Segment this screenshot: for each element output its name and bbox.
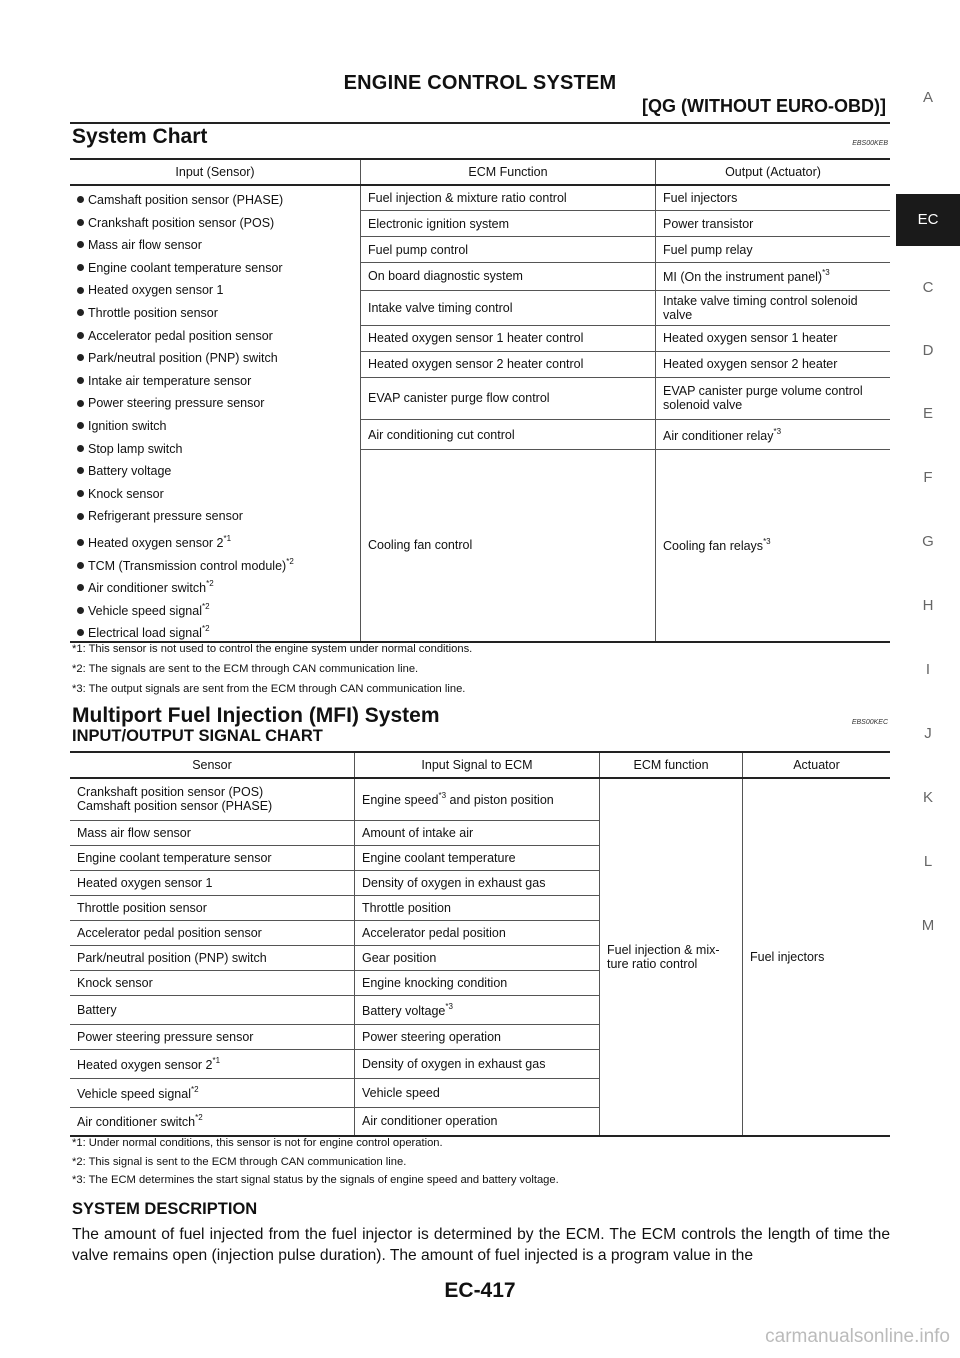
input-signal-label: Density of oxygen in exhaust gas	[362, 1056, 546, 1071]
footnote-ref: *2	[195, 1113, 203, 1123]
input-sensor-item	[77, 596, 353, 619]
output-actuator-label: Air conditioner relay	[663, 428, 774, 443]
output-actuator-cell	[656, 326, 891, 352]
side-tab-l[interactable]: L	[923, 853, 933, 870]
sensor-label: Heated oxygen sensor 2	[77, 1057, 213, 1072]
input-sensor-label: Mass air flow sensor	[88, 238, 202, 253]
ecm-function-cell: On board diagnostic system	[361, 262, 656, 290]
bullet-icon	[77, 490, 84, 497]
bullet-icon	[77, 539, 84, 546]
input-sensor-item	[77, 370, 353, 393]
input-signal-label: Engine speed	[362, 793, 439, 808]
system-chart-footnote: *1: This sensor is not used to control the engine system under normal conditions.	[72, 643, 473, 655]
input-sensor-item	[77, 551, 353, 574]
input-signal-label-tail: and piston position	[446, 793, 554, 808]
footnote-ref: *3	[822, 268, 830, 278]
sensor-cell	[70, 895, 355, 920]
mfi-title: Multiport Fuel Injection (MFI) System	[72, 704, 440, 727]
input-sensor-item	[77, 483, 353, 506]
input-sensor-item	[77, 257, 353, 280]
input-sensor-item	[77, 302, 353, 325]
side-tab-c[interactable]: C	[922, 279, 934, 296]
output-actuator-label: Cooling fan relays	[663, 539, 764, 554]
side-tab-h[interactable]: H	[922, 597, 934, 614]
page-header-title: ENGINE CONTROL SYSTEM	[343, 72, 617, 94]
sensor-cell	[70, 1107, 355, 1136]
output-actuator-label: Heated oxygen sensor 2 heater	[663, 357, 838, 372]
bullet-icon	[77, 241, 84, 248]
sensor-cell	[70, 1078, 355, 1107]
input-sensor-item	[77, 415, 353, 438]
io-chart-footnote: *1: Under normal conditions, this sensor is not for engine control operation.	[72, 1137, 443, 1149]
input-sensor-label: Knock sensor	[88, 486, 164, 501]
side-tab-ec[interactable]: EC	[896, 194, 960, 246]
footnote-ref: *2	[201, 601, 210, 611]
input-sensor-label: Throttle position sensor	[88, 305, 218, 320]
io-signal-row	[70, 778, 890, 820]
header-rule	[70, 122, 890, 124]
footnote-ref: *1	[223, 533, 232, 543]
bullet-icon	[77, 513, 84, 520]
output-actuator-label: Fuel injectors	[663, 191, 738, 206]
side-tab-a[interactable]: A	[922, 89, 933, 106]
bullet-icon	[77, 354, 84, 361]
input-signal-label: Density of oxygen in exhaust gas	[362, 875, 546, 890]
output-actuator-cell	[656, 185, 891, 211]
input-signal-label: Gear position	[362, 950, 437, 965]
input-sensor-item	[77, 618, 353, 641]
footnote-ref: *2	[201, 624, 210, 634]
output-actuator-label: MI (On the instrument panel)	[663, 270, 823, 285]
bullet-icon	[77, 584, 84, 591]
output-actuator-label: EVAP canister purge volume control solenoid valve	[663, 384, 863, 413]
input-sensor-item	[77, 189, 353, 212]
output-actuator-cell	[656, 450, 891, 642]
ecm-function-cell: Fuel pump control	[361, 237, 656, 263]
input-sensor-label: Intake air temperature sensor	[88, 373, 252, 388]
io-chart-footnote: *2: This signal is sent to the ECM through CAN communication line.	[72, 1155, 407, 1168]
col-header-sensor: Sensor	[70, 752, 355, 778]
system-description-title: SYSTEM DESCRIPTION	[72, 1200, 258, 1218]
input-signal-cell	[355, 778, 600, 820]
col-header-input: Input (Sensor)	[70, 159, 361, 185]
bullet-icon	[77, 400, 84, 407]
system-chart-row	[70, 185, 890, 211]
ecm-function-cell: Cooling fan control	[361, 450, 656, 642]
output-actuator-label: Intake valve timing control solenoid valve	[663, 293, 858, 322]
ecm-function-cell: EVAP canister purge flow control	[361, 377, 656, 419]
input-sensor-label: Park/neutral position (PNP) switch	[88, 351, 278, 366]
system-description-paragraph: The amount of fuel injected from the fuel injector is determined by the ECM. The ECM controls the length of time the valve remains open (injection pulse duration). The amount of fuel injected is a program value in the	[72, 1226, 890, 1264]
input-signal-label: Amount of intake air	[362, 825, 474, 840]
input-signal-cell	[355, 870, 600, 895]
sensor-cell	[70, 1024, 355, 1049]
page-header-subtitle: [QG (WITHOUT EURO-OBD)]	[642, 96, 886, 116]
side-tab-e[interactable]: E	[922, 405, 933, 422]
system-chart-code: EBS00KEB	[852, 140, 888, 147]
sensor-cell	[70, 845, 355, 870]
sensor-label: Power steering pressure sensor	[77, 1029, 254, 1044]
ecm-function-cell: Heated oxygen sensor 2 heater control	[361, 351, 656, 377]
sensor-label: Engine coolant temperature sensor	[77, 850, 272, 865]
watermark: carmanualsonline.info	[765, 1326, 950, 1347]
bullet-icon	[77, 607, 84, 614]
sensor-cell	[70, 920, 355, 945]
output-actuator-label: Fuel pump relay	[663, 242, 753, 257]
input-signal-cell	[355, 1049, 600, 1078]
side-tab-g[interactable]: G	[922, 533, 934, 550]
input-signal-label: Engine knocking condition	[362, 975, 508, 990]
footnote-ref: *2	[286, 556, 294, 566]
io-chart-footnote: *3: The ECM determines the start signal status by the signals of engine speed and battery voltage.	[72, 1174, 559, 1186]
input-sensor-label: Ignition switch	[88, 418, 167, 433]
bullet-icon	[77, 377, 84, 384]
input-sensor-item	[77, 392, 353, 415]
mfi-code: EBS00KEC	[851, 719, 888, 726]
input-sensor-label: Power steering pressure sensor	[88, 396, 265, 411]
sensor-cell	[70, 945, 355, 970]
input-signal-label: Air conditioner operation	[362, 1114, 498, 1129]
bullet-icon	[77, 332, 84, 339]
input-sensor-label: Accelerator pedal position sensor	[88, 328, 273, 343]
ecm-function-cell: Fuel injection & mixture ratio control	[361, 185, 656, 211]
bullet-icon	[77, 445, 84, 452]
col-header-ecm-function: ECM function	[600, 752, 743, 778]
input-sensor-item	[77, 438, 353, 461]
ecm-function-cell	[600, 778, 743, 1136]
sensor-label: Accelerator pedal position sensor	[77, 925, 262, 940]
output-actuator-label: Heated oxygen sensor 1 heater	[663, 331, 838, 346]
io-chart-subtitle: INPUT/OUTPUT SIGNAL CHART	[72, 727, 323, 745]
input-sensor-label: Air conditioner switch	[88, 581, 207, 596]
input-sensor-item	[77, 460, 353, 483]
ecm-function-cell: Intake valve timing control	[361, 290, 656, 325]
footnote-ref: *3	[445, 1001, 453, 1011]
col-header-output: Output (Actuator)	[656, 159, 891, 185]
input-sensor-item	[77, 528, 353, 551]
bullet-icon	[77, 467, 84, 474]
input-sensor-label: Electrical load signal	[88, 626, 202, 641]
side-tab-k[interactable]: K	[922, 789, 933, 806]
bullet-icon	[77, 422, 84, 429]
sensor-label: Throttle position sensor	[77, 900, 207, 915]
col-header-ecm-function: ECM Function	[361, 159, 656, 185]
footnote-ref: *3	[763, 537, 771, 547]
input-sensor-item	[77, 573, 353, 596]
bullet-icon	[77, 629, 84, 636]
input-sensor-label: Heated oxygen sensor 1	[88, 283, 224, 298]
input-signal-cell	[355, 995, 600, 1024]
input-sensor-label: Refrigerant pressure sensor	[88, 509, 243, 524]
col-header-input-signal: Input Signal to ECM	[355, 752, 600, 778]
sensor-cell	[70, 970, 355, 995]
input-sensor-label: Vehicle speed signal	[88, 603, 202, 618]
input-sensor-item	[77, 234, 353, 257]
sensor-label: Battery	[77, 1002, 117, 1017]
footnote-ref: *2	[206, 579, 214, 589]
output-actuator-label: Power transistor	[663, 216, 754, 231]
bullet-icon	[77, 562, 84, 569]
system-chart-table	[70, 158, 890, 643]
ecm-function-cell: Air conditioning cut control	[361, 420, 656, 450]
output-actuator-cell	[656, 237, 891, 263]
side-tab-f[interactable]: F	[923, 469, 933, 486]
side-tab-j[interactable]: J	[924, 725, 932, 742]
footnote-ref: *3	[438, 791, 447, 801]
system-chart-title: System Chart	[72, 125, 208, 148]
input-signal-cell	[355, 1107, 600, 1136]
actuator-cell: Fuel injectors	[743, 778, 891, 1136]
output-actuator-cell	[656, 420, 891, 450]
input-signal-label: Accelerator pedal position	[362, 925, 506, 940]
input-sensor-label: Engine coolant temperature sensor	[88, 260, 283, 275]
input-sensor-label: Heated oxygen sensor 2	[88, 535, 224, 550]
input-signal-label: Vehicle speed	[362, 1085, 440, 1100]
system-chart-footnote: *3: The output signals are sent from the ECM through CAN communication line.	[72, 683, 466, 695]
col-header-actuator: Actuator	[743, 752, 891, 778]
input-signal-label: Power steering operation	[362, 1029, 501, 1044]
bullet-icon	[77, 309, 84, 316]
input-signal-cell	[355, 1078, 600, 1107]
sensor-label: Air conditioner switch	[77, 1115, 196, 1130]
sensor-label: Camshaft position sensor (PHASE)	[77, 799, 273, 814]
input-sensor-item	[77, 347, 353, 370]
sensor-cell	[70, 995, 355, 1024]
sensor-cell	[70, 778, 355, 820]
footnote-ref: *3	[773, 426, 782, 436]
page-number: EC-417	[444, 1279, 516, 1302]
input-sensor-label: Crankshaft position sensor (POS)	[88, 215, 275, 230]
sensor-cell	[70, 1049, 355, 1078]
input-signal-label: Battery voltage	[362, 1003, 446, 1018]
input-signal-cell	[355, 920, 600, 945]
sensor-label: Mass air flow sensor	[77, 825, 191, 840]
sensor-label: Park/neutral position (PNP) switch	[77, 950, 267, 965]
footnote-ref: *2	[190, 1084, 199, 1094]
input-signal-cell	[355, 895, 600, 920]
bullet-icon	[77, 264, 84, 271]
sensor-label: Knock sensor	[77, 975, 153, 990]
input-sensor-label: Battery voltage	[88, 464, 172, 479]
input-sensor-label: Camshaft position sensor (PHASE)	[88, 193, 284, 207]
bullet-icon	[77, 287, 84, 294]
input-sensor-item	[77, 279, 353, 302]
side-tab-d[interactable]: D	[922, 342, 934, 359]
input-sensor-list	[77, 189, 353, 641]
output-actuator-cell	[656, 262, 891, 290]
output-actuator-cell	[656, 290, 891, 325]
output-actuator-cell	[656, 377, 891, 419]
input-signal-label: Engine coolant temperature	[362, 850, 516, 865]
ecm-function-cell: Heated oxygen sensor 1 heater control	[361, 326, 656, 352]
ecm-function-label: Fuel injection & mix-	[607, 943, 720, 957]
input-signal-cell	[355, 970, 600, 995]
sensor-label: Heated oxygen sensor 1	[77, 875, 213, 890]
input-sensor-label: Stop lamp switch	[88, 441, 183, 456]
input-signal-label: Throttle position	[362, 900, 451, 915]
ecm-function-label: ture ratio control	[607, 957, 698, 971]
ecm-function-cell: Electronic ignition system	[361, 211, 656, 237]
input-sensor-list-cell	[70, 185, 361, 642]
bullet-icon	[77, 219, 84, 226]
input-signal-cell	[355, 845, 600, 870]
footnote-ref: *1	[212, 1055, 221, 1065]
sensor-cell	[70, 820, 355, 845]
system-chart-footnote: *2: The signals are sent to the ECM through CAN communication line.	[72, 663, 419, 675]
side-tab-m[interactable]: M	[921, 917, 935, 934]
sensor-label: Vehicle speed signal	[77, 1086, 191, 1101]
sensor-cell	[70, 870, 355, 895]
output-actuator-cell	[656, 351, 891, 377]
io-signal-table	[70, 751, 890, 1137]
bullet-icon	[77, 196, 84, 203]
input-signal-cell	[355, 1024, 600, 1049]
side-tab-i[interactable]: I	[925, 661, 931, 678]
input-sensor-item	[77, 212, 353, 235]
output-actuator-cell	[656, 211, 891, 237]
input-signal-cell	[355, 820, 600, 845]
sensor-label: Crankshaft position sensor (POS)	[77, 785, 264, 800]
input-signal-cell	[355, 945, 600, 970]
input-sensor-label: TCM (Transmission control module)	[88, 558, 287, 573]
input-sensor-item	[77, 325, 353, 348]
input-sensor-item	[77, 505, 353, 528]
